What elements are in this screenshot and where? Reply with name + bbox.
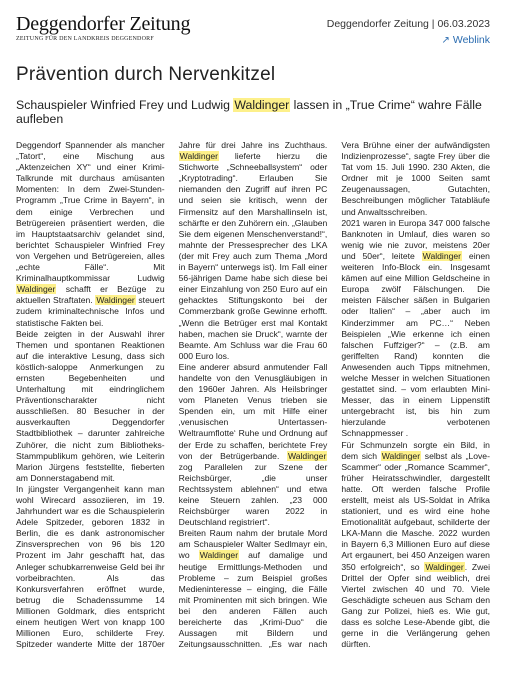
newspaper-subtitle: ZEITUNG FÜR DEN LANDKREIS DEGGENDORF <box>16 36 154 42</box>
weblink-label: Weblink <box>452 34 490 46</box>
weblink-link[interactable] <box>441 34 490 46</box>
highlighted-term: Waldinger <box>381 450 421 461</box>
article-headline: Prävention durch Nervenkitzel <box>16 64 276 85</box>
article-paragraph: Deggendorf Spannender als mancher „Tatort“, eine Mischung aus „Aktenzeichen XY“ und einer Krimi-Talkrunde mit durchaus amüsanten Momenten: In dem Zwei-Stunden-Programm „True Crime in Bayern“, in dem einige Verbrechen und Betrügereien präsentiert werden, die im Hauptstaatsarchiv gelandet sind, berichtet Schauspieler Winfried Frey von Vergehen und Betrügereien, alles „echte Fälle“. Mit Kriminalhauptkommissar Ludwig Waldinger schafft er Bezüge zu aktuellen Straftaten. Waldinger steuert zudem kriminaltechnische Infos und statistische Fakten bei. <box>16 140 165 328</box>
article-paragraph: In jüngster Vergangenheit kann man wohl Wirecard assoziieren, im 19. Jahrhundert war es die Schauspielerin Adele Spitzeder, geboren 1832 in Berlin, die es dank astronomischer Zinsversprechen von 96 bis 120 Prozent im Jahr geschafft hat, das Anleger schubkarrenweise Geld bei ihr vorbeibrachten. Als das Konkursverfahren eröffnet wurde, betrug die Schadenssumme 14 Millionen Goldmark, dies entspricht einem heutigen Wert von knapp 100 Millionen Euro, schilderte Frey. Spitzeder wanderte Mitte der 1870er Jahre für drei Jahre ins Zuchthaus. Waldinger lieferte hierzu die Stichworte „Schneeballsystem“ oder „Kryptotrading“. Erlauben Sie niemanden den Zugriff auf ihren PC und seien sie kritisch, wenn der Firmensitz auf den Marshallinseln ist, schärfte er den Zuhörern ein. „Glauben Sie dem eigenen Menschenverstand!“, mahnte der Pressesprecher des LKA (der mit Frey auch zum Thema „Mord in Bayern“ unterwegs ist). Im Fall einer 56-jährigen Dame habe sich diese bei einer Einzahlung von 250 Euro auf ein gehacktes Stiftungskonto bei der Commerzbank große Gewinne erhofft. „Wenn die Betrüger erst mal Kontakt haben, machen sie Druck“, warnte der Beamte. Am Schluss war die Frau 60 000 Euro los. <box>16 140 328 650</box>
arrow-up-right-icon: ↗ <box>441 34 450 46</box>
highlighted-term: Waldinger <box>17 284 56 295</box>
article-paragraph: Eine anderer absurd anmutender Fall handelte von den Venusgläubigen in den 1960er Jahren. Als Heilsbringer vom Planeten Venus trieben sie Spenden ein, um mit Hilfe einer ‚venusischen Untertassen-Weltraumflotte‘ Ruhe und Ordnung auf der Erde zu schaffen, berichtete Frey von der Betrügerbande. Waldinger zog Parallelen zur Szene der Reichsbürger, „die unser Rechtssystem ablehnen“ und etwa keine Steuern zahlen. „23 000 Reichsbürger waren 2022 in Deutschland registriert“. <box>178 361 328 528</box>
highlighted-term: Waldinger <box>96 295 135 306</box>
highlighted-term: Waldinger <box>234 98 290 112</box>
highlighted-term: Waldinger <box>179 151 219 162</box>
article-paragraph: Breiten Raum nahm der brutale Mord am Schauspieler Walter Sedlmayr ein, wo Waldinger auf damalige und heutige Ermittlungs-Methoden und Probleme – zum Beispiel großes Medieninteresse – einging, die Fälle mit Prominenten mit sich bringen. Wie bei den anderen Fällen auch bereicherte das „Krimi-Duo“ die Aussagen mit Bildern und Zeitungsausschnitten. „Es war nach Vera Brühne einer der aufwändigsten Indizienprozesse“, sagte Frey über die Tat vom 15. Juli 1990. 230 Akten, die Ordner mit je 1000 Seiten samt Zeugenaussagen, Gutachten, Beschreibungen möglicher Tatabläufe und Anwaltsschreiben. <box>178 140 490 650</box>
highlighted-term: Waldinger <box>199 550 239 561</box>
highlighted-term: Waldinger <box>422 250 462 261</box>
masthead-logo <box>16 14 196 42</box>
article-paragraph: 2021 waren in Europa 347 000 falsche Banknoten in Umlauf, dies waren so wenig wie nie zuvor, meistens 20er und 50er“, leitete Waldinger einen weiteren Info-Block ein. Insgesamt kämen auf eine Million Geldscheine in Europa zwölf Fälschungen. Die meisten Fälscher säßen in Bulgarien oder Italien“ – „aber auch im Kinderzimmer am PC…“ Neben Beispielen „Wie erkenne ich einen falschen Fuffziger?“ – (z.B. am geriffelten Rand) konnten die Anwesenden auch Tipps mitnehmen, welche Messer in welchen Situationen gestattet sind. – vom erlaubten Mini-Messer, das in einem Lippenstift untergebracht ist, bis hin zum hierzulande verbotenen Schnappmesser . <box>341 217 490 439</box>
source-date: Deggendorfer Zeitung | 06.03.2023 <box>326 18 490 30</box>
article-meta <box>327 18 490 46</box>
article-paragraph: Für Schmunzeln sorgte ein Bild, in dem sich Waldinger selbst als „Love-Scammer“ oder „Romance Scammer“, früher Heiratsschwindler, dargestellt hatte. Oft werden falsche Profile erstellt, meist als US-Soldat in Afrika stationiert, und es wird eine hohe Emotionalität aufgebaut, schilderte der LKA-Mann die Masche. 2022 wurden in Bayern 6,3 Millionen Euro auf diese Art ergaunert, bei 450 Anzeigen waren 350 erfolgreich“, so Waldinger. Zwei Drittel der Opfer sind weiblich, drei Viertel zwischen 40 und 70. Viele Geschädigte scheuen aus Scham den Gang zur Polizei, hieß es. Wie gut, dass es solche Lese-Abende gibt, die gerne in die Verlängerung gehen dürften. <box>341 439 490 650</box>
article-body <box>16 140 490 680</box>
article-paragraph: Beide zeigten in der Auswahl ihrer Themen und spontanen Reaktionen auf die interaktive Lesung, dass sich köstlich-saloppe Anmerkungen zu ernsten Begebenheiten und Unterhaltung mit eindringlichem Präventionscharakter nicht ausschließen. 80 Besucher in der ausverkauften Deggendorfer Stadtbibliothek – darunter zahlreiche Zuhörer, die nicht zum Bibliotheks-Stammpublikum gehören, wie Leiterin Marion Jürgens feststellte, fieberten am Donnerstagabend mit. <box>16 328 165 483</box>
highlighted-term: Waldinger <box>425 561 464 572</box>
newspaper-title: Deggendorfer Zeitung <box>16 13 191 35</box>
highlighted-term: Waldinger <box>287 450 327 461</box>
article-subheadline: Schauspieler Winfried Frey und Ludwig Waldinger lassen in „True Crime“ wahre Fälle aufleben <box>16 98 482 126</box>
